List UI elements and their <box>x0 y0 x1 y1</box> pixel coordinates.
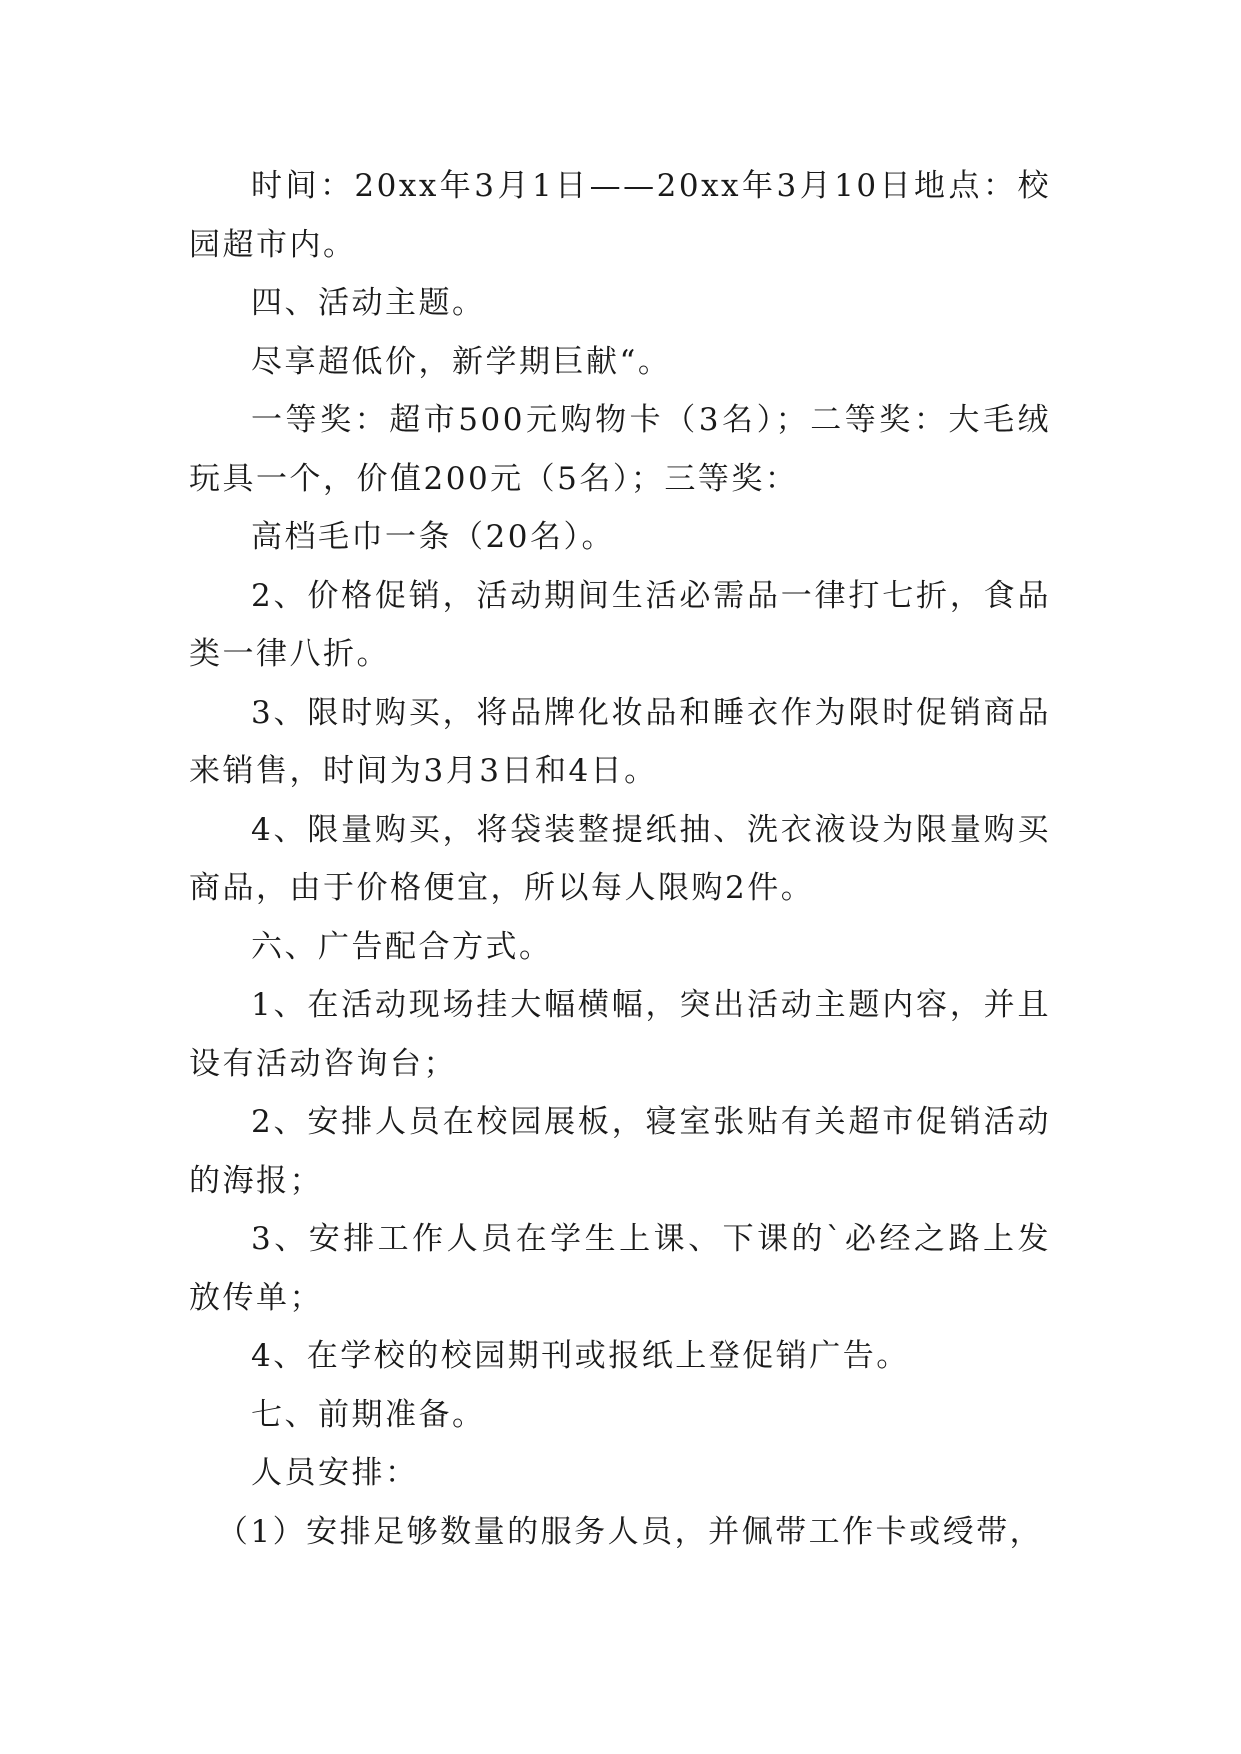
paragraph-banner: 1、在活动现场挂大幅横幅，突出活动主题内容，并且设有活动咨询台； <box>189 987 1051 1082</box>
paragraph-posters: 2、安排人员在校园展板，寝室张贴有关超市促销活动的海报； <box>189 1104 1051 1199</box>
paragraph-theme-slogan: 尽享超低价，新学期巨献“。 <box>251 343 672 380</box>
document-body <box>189 157 1051 1561</box>
paragraph-staff-item-1: （1）安排足够数量的服务人员，并佩带工作卡或绶带， <box>216 1513 1044 1550</box>
heading-preparation: 七、前期准备。 <box>251 1396 486 1433</box>
paragraph-third-prize: 高档毛巾一条（20名）。 <box>251 519 615 555</box>
paragraph-limited-quantity: 4、限量购买，将袋装整提纸抽、洗衣液设为限量购买商品，由于价格便宜，所以每人限购2件。 <box>189 811 1051 906</box>
paragraph-limited-time: 3、限时购买，将品牌化妆品和睡衣作为限时促销商品来销售，时间为3月3日和4日。 <box>189 694 1051 789</box>
paragraph-staffing: 人员安排： <box>251 1455 419 1491</box>
paragraph-price-promotion: 2、价格促销，活动期间生活必需品一律打七折，食品类一律八折。 <box>189 577 1051 672</box>
paragraph-newspaper-ad: 4、在学校的校园期刊或报纸上登促销广告。 <box>251 1338 910 1374</box>
heading-advertising: 六、广告配合方式。 <box>251 928 553 965</box>
paragraph-time-location: 时间：20xx年3月1日——20xx年3月10日地点：校园超市内。 <box>189 168 1051 263</box>
paragraph-flyers: 3、安排工作人员在学生上课、下课的`必经之路上发放传单； <box>189 1221 1051 1316</box>
paragraph-prizes: 一等奖：超市500元购物卡（3名）；二等奖：大毛绒玩具一个，价值200元（5名）；三等奖： <box>189 402 1051 497</box>
heading-activity-theme: 四、活动主题。 <box>251 285 486 321</box>
